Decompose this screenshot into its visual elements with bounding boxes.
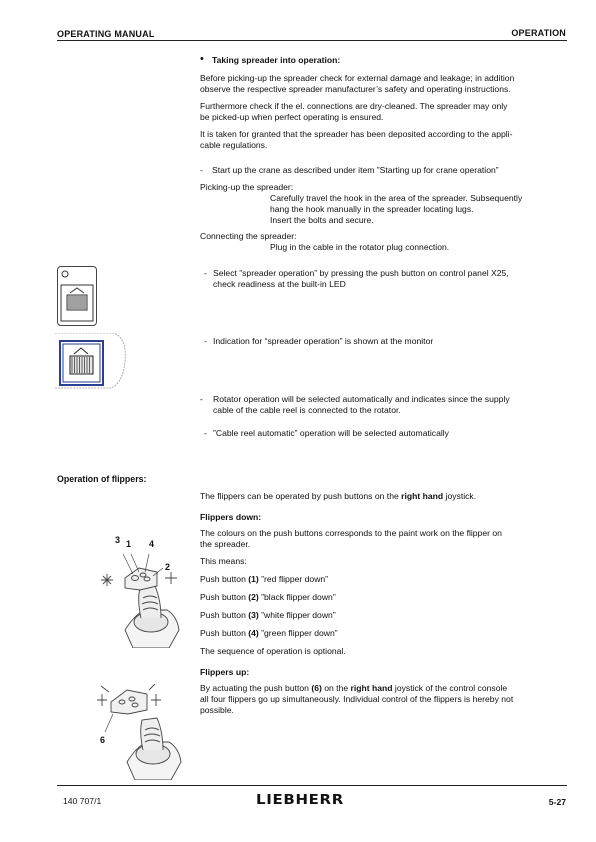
pick-line3: Insert the bolts and secure. (270, 215, 374, 225)
indication-text: Indication for “spreader operation” is shown at the monitor (213, 336, 434, 346)
flippers-down-title: Flippers down: (200, 512, 262, 522)
joystick-figure-down (95, 530, 190, 648)
callout-2: 2 (165, 562, 171, 572)
header-right: OPERATION (511, 28, 566, 38)
push-button-1: Push button (1) ”red flipper down” (200, 574, 329, 584)
rotator-line2: cable of the cable reel is connected to the rotator. (213, 405, 401, 415)
callout-4: 4 (149, 539, 155, 549)
dash: - (200, 165, 203, 175)
callout-6: 6 (100, 735, 106, 745)
step-start-crane: Start up the crane as described under item ”Starting up for crane operation” (212, 165, 499, 175)
section1-title: Taking spreader into operation: (212, 55, 341, 65)
para1-line1: Before picking-up the spreader check for external damage and leakage; in addition (200, 73, 515, 83)
push-button-2: Push button (2) ”black flipper down” (200, 592, 336, 602)
this-means: This means: (200, 556, 247, 566)
step-indication: - Indication for “spreader operation” is shown at the monitor (204, 336, 434, 346)
pick-line2: hang the hook manually in the spreader locating lugs. (270, 204, 474, 214)
flippers-intro: The flippers can be operated by push buttons on the right hand joystick. (200, 491, 477, 501)
cable-reel-text: ”Cable reel automatic” operation will be selected automatically (213, 428, 449, 438)
up-line2: all four flippers go up simultaneously. Individual control of the flippers is hereby not (200, 694, 514, 704)
section2 (200, 491, 570, 716)
para1-line2: observe the respective spreader manufacturer’s safety and operating instructions. (200, 84, 511, 94)
push-button-3: Push button (3) ”white flipper down” (200, 610, 336, 620)
page-number: 5-27 (548, 797, 566, 807)
down-para-line2: the spreader. (200, 539, 251, 549)
para2-line2: be picked-up when perfect operating is ensured. (200, 112, 384, 122)
header-rule (57, 40, 567, 41)
pick-label: Picking-up the spreader: (200, 182, 294, 192)
rotator-line1: Rotator operation will be selected automatically and indicates since the supply (213, 394, 510, 404)
down-para-line1: The colours on the push buttons corresponds to the paint work on the flipper on (200, 528, 502, 538)
connect-line1: Plug in the cable in the rotator plug connection. (270, 242, 450, 252)
callout-3: 3 (115, 535, 121, 545)
monitor-spreader-icon (59, 340, 104, 386)
footer-rule (57, 785, 567, 786)
doc-number: 140 707/1 (63, 796, 102, 806)
spreader-button-panel-icon (57, 266, 97, 326)
para3-line2: cable regulations. (200, 140, 268, 150)
flippers-side-label: Operation of flippers: (57, 474, 147, 484)
select-line2: check readiness at the built-in LED (213, 279, 346, 289)
select-line1: Select ”spreader operation” by pressing the push button on control panel X25, (213, 268, 509, 278)
flippers-up-title: Flippers up: (200, 667, 250, 677)
pick-line1: Carefully travel the hook in the area of the spreader. Subsequently (270, 193, 523, 203)
connect-label: Connecting the spreader: (200, 231, 297, 241)
section1 (200, 55, 570, 253)
sequence-note: The sequence of operation is optional. (200, 646, 346, 656)
liebherr-logo: LIEBHERR (256, 793, 344, 808)
up-line3: possible. (200, 705, 234, 715)
bullet: • (200, 53, 204, 65)
callout-1: 1 (126, 539, 132, 549)
step-select-spreader: - Select ”spreader operation” by pressing the push button on control panel X25, check readiness at the built-in LED (204, 268, 578, 290)
step-cable-reel: - ”Cable reel automatic” operation will be selected automatically (204, 428, 449, 438)
step-rotator: - Rotator operation will be selected automatically and indicates since the supply cable of the cable reel is connected to the rotator. (200, 394, 583, 416)
para2-line1: Furthermore check if the el. connections are dry-cleaned. The spreader may only (200, 101, 508, 111)
header-left: OPERATING MANUAL (57, 29, 155, 39)
up-line1: By actuating the push button (6) on the right hand joystick of the control console (200, 683, 508, 693)
joystick-figure-up (95, 680, 190, 780)
push-button-4: Push button (4) ”green flipper down” (200, 628, 338, 638)
para3-line1: It is taken for granted that the spreader has been deposited according to the appli- (200, 129, 513, 139)
